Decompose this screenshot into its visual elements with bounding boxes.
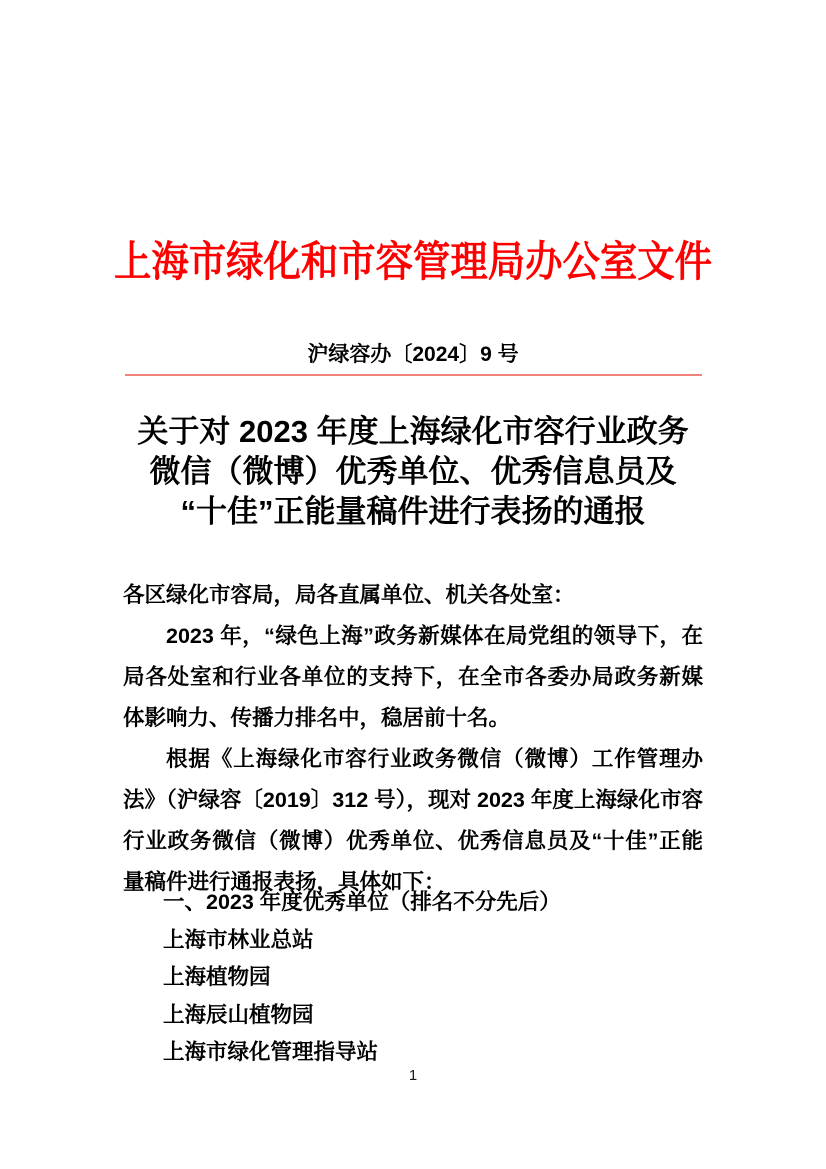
doc-title-line-1: 关于对 2023 年度上海绿化市容行业政务 <box>137 414 689 449</box>
doc-number: 沪绿容办〔2024〕9 号 <box>307 343 519 366</box>
unit-item-4: 上海市绿化管理指导站 <box>163 1040 379 1064</box>
award-list <box>123 884 703 1072</box>
red-divider-line <box>125 374 702 376</box>
section-heading: 一、2023 年度优秀单位（排名不分先后） <box>163 890 561 914</box>
doc-title-line-3: “十佳”正能量稿件进行表扬的通报 <box>180 494 646 529</box>
unit-item-2: 上海植物园 <box>163 965 271 989</box>
agency-header <box>0 236 826 298</box>
agency-header-text: 上海市绿化和市容管理局办公室文件 <box>113 238 713 285</box>
doc-body <box>123 575 703 903</box>
paragraph-2: 根据《上海绿化市容行业政务微信（微博）工作管理办法》（沪绿容〔2019〕312 号），现对 2023 年度上海绿化市容行业政务微信（微博）优秀单位、优秀信息员及“十佳”正能量稿件进行通报表扬，具体如下： <box>123 747 703 894</box>
doc-title <box>113 412 713 532</box>
page-number: 1 <box>408 1067 418 1084</box>
paragraph-1: 2023 年，“绿色上海”政务新媒体在局党组的领导下，在局各处室和行业各单位的支持下，在全市各委办局政务新媒体影响力、传播力排名中，稳居前十名。 <box>123 624 703 730</box>
salutation: 各区绿化市容局，局各直属单位、机关各处室： <box>123 583 575 607</box>
doc-title-line-2: 微信（微博）优秀单位、优秀信息员及 <box>149 454 677 489</box>
unit-item-1: 上海市林业总站 <box>163 927 314 952</box>
unit-item-3: 上海辰山植物园 <box>163 1002 314 1027</box>
